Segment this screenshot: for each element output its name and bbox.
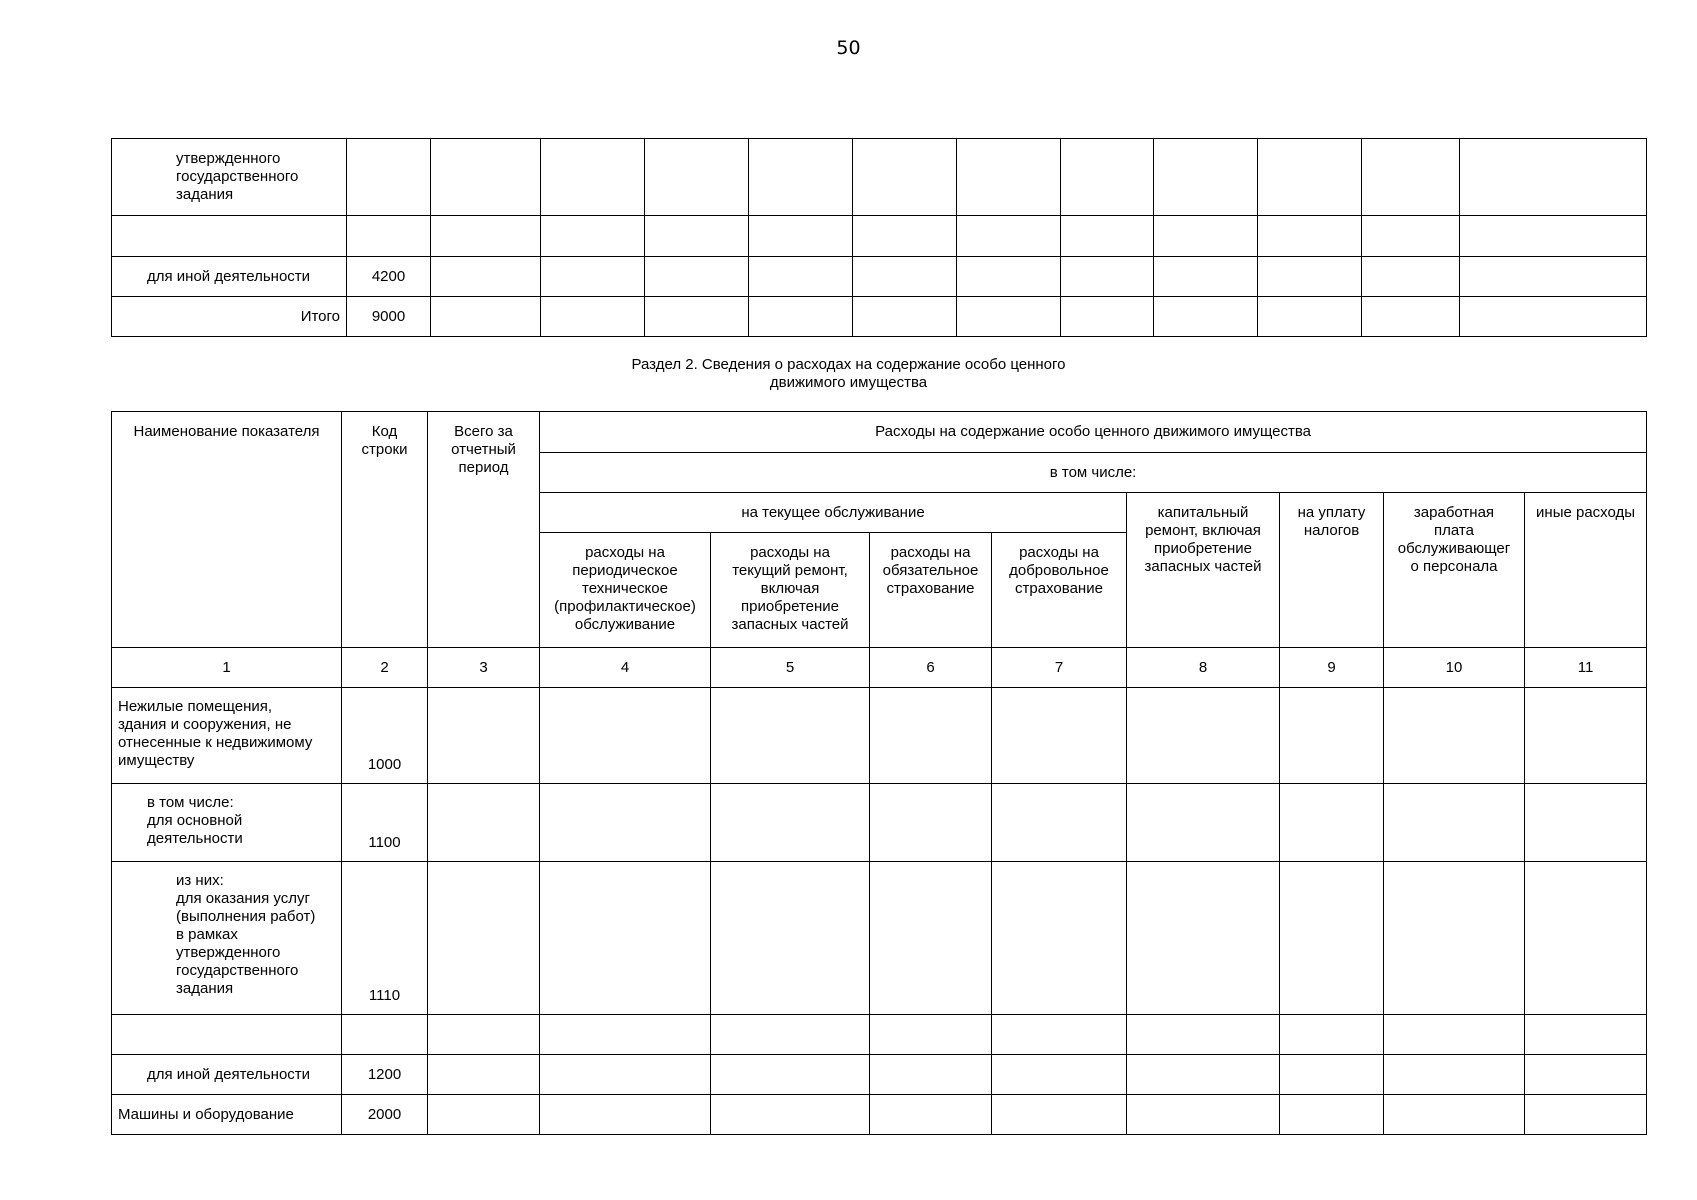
- row-code: [342, 1015, 428, 1055]
- table-row: [112, 862, 1647, 1015]
- column-number: 2: [342, 648, 428, 688]
- row-code: [347, 139, 431, 216]
- table-row: [112, 688, 1647, 784]
- table-cell: [431, 139, 541, 216]
- table-cell: [1127, 1095, 1280, 1135]
- table-cell: [1460, 139, 1647, 216]
- header-name: Наименование показателя: [112, 412, 342, 648]
- table-cell: [957, 297, 1061, 337]
- table-cell: [1280, 688, 1384, 784]
- header-voluntary-insurance: расходы на добровольное страхование: [992, 533, 1127, 648]
- table-cell: [1384, 862, 1525, 1015]
- table-cell: [1154, 139, 1258, 216]
- table-cell: [1460, 257, 1647, 297]
- page-number: 50: [836, 37, 861, 59]
- table-cell: [1280, 1015, 1384, 1055]
- table-cell: [1280, 784, 1384, 862]
- table-cell: [1061, 297, 1154, 337]
- table-cell: [541, 257, 645, 297]
- table-row: [112, 216, 1647, 257]
- row-name: утвержденного государственного задания: [112, 139, 347, 216]
- table-cell: [870, 862, 992, 1015]
- row-code: 1200: [342, 1055, 428, 1095]
- row-name: [112, 216, 347, 257]
- table-cell: [540, 1055, 711, 1095]
- row-code: 9000: [347, 297, 431, 337]
- table-cell: [540, 1095, 711, 1135]
- column-number: 3: [428, 648, 540, 688]
- table-cell: [428, 688, 540, 784]
- table-cell: [711, 688, 870, 784]
- table-cell: [428, 1055, 540, 1095]
- table-cell: [711, 784, 870, 862]
- header-salary: заработная плата обслуживающег о персонала: [1384, 493, 1525, 648]
- table-cell: [749, 139, 853, 216]
- table-cell: [1127, 1015, 1280, 1055]
- table-cell: [1127, 784, 1280, 862]
- table-cell: [1362, 297, 1460, 337]
- table-cell: [711, 1055, 870, 1095]
- table-cell: [1258, 297, 1362, 337]
- table-cell: [645, 139, 749, 216]
- header-group: Расходы на содержание особо ценного движимого имущества: [540, 412, 1647, 453]
- header-taxes: на уплату налогов: [1280, 493, 1384, 648]
- table-row: [112, 1055, 1647, 1095]
- table-cell: [431, 257, 541, 297]
- table-cell: [1384, 1095, 1525, 1135]
- table-cell: [1127, 688, 1280, 784]
- header-total: Всего за отчетный период: [428, 412, 540, 648]
- table-cell: [749, 257, 853, 297]
- row-name: [112, 1015, 342, 1055]
- table-cell: [711, 1095, 870, 1135]
- table-cell: [992, 862, 1127, 1015]
- table-cell: [1362, 139, 1460, 216]
- table-cell: [428, 1095, 540, 1135]
- table-cell: [1460, 297, 1647, 337]
- header-mandatory-insurance: расходы на обязательное страхование: [870, 533, 992, 648]
- row-name: Машины и оборудование: [112, 1095, 342, 1135]
- table-cell: [541, 139, 645, 216]
- table-row: [112, 1095, 1647, 1135]
- row-code: 1000: [342, 688, 428, 784]
- table-cell: [870, 688, 992, 784]
- column-number: 10: [1384, 648, 1525, 688]
- table-cell: [645, 297, 749, 337]
- column-numbers-row: [112, 648, 1647, 688]
- row-code: 4200: [347, 257, 431, 297]
- table-cell: [957, 216, 1061, 257]
- table-cell: [1154, 297, 1258, 337]
- column-number: 7: [992, 648, 1127, 688]
- table-cell: [1127, 862, 1280, 1015]
- table-cell: [1127, 1055, 1280, 1095]
- header-periodic: расходы на периодическое техническое (профилактическое) обслуживание: [540, 533, 711, 648]
- table-cell: [749, 216, 853, 257]
- table-cell: [428, 862, 540, 1015]
- table-cell: [870, 1055, 992, 1095]
- table-row: [112, 297, 1647, 337]
- table-cell: [870, 1095, 992, 1135]
- table-cell: [1384, 1015, 1525, 1055]
- header-code: Код строки: [342, 412, 428, 648]
- header-including: в том числе:: [540, 453, 1647, 493]
- column-number: 1: [112, 648, 342, 688]
- table-cell: [540, 784, 711, 862]
- table-cell: [853, 257, 957, 297]
- table-row: [112, 784, 1647, 862]
- table-cell: [1460, 216, 1647, 257]
- table-cell: [431, 297, 541, 337]
- table-cell: [540, 862, 711, 1015]
- table-cell: [645, 257, 749, 297]
- expenses-table: [111, 411, 1647, 1135]
- table-cell: [1258, 257, 1362, 297]
- column-number: 9: [1280, 648, 1384, 688]
- table-cell: [1061, 257, 1154, 297]
- table-cell: [1362, 216, 1460, 257]
- column-number: 6: [870, 648, 992, 688]
- table-cell: [1525, 688, 1647, 784]
- table-row: [112, 1015, 1647, 1055]
- table-cell: [1280, 862, 1384, 1015]
- table-cell: [957, 139, 1061, 216]
- table-cell: [1525, 1095, 1647, 1135]
- table-cell: [541, 216, 645, 257]
- table-cell: [1525, 1015, 1647, 1055]
- row-name: для иной деятельности: [112, 1055, 342, 1095]
- table-cell: [1061, 216, 1154, 257]
- table-row: [112, 257, 1647, 297]
- table-cell: [749, 297, 853, 337]
- header-repair: расходы на текущий ремонт, включая приобретение запасных частей: [711, 533, 870, 648]
- header-capital: капитальный ремонт, включая приобретение запасных частей: [1127, 493, 1280, 648]
- table-cell: [541, 297, 645, 337]
- row-code: 1110: [342, 862, 428, 1015]
- table-cell: [992, 1055, 1127, 1095]
- table-cell: [957, 257, 1061, 297]
- table-cell: [1280, 1055, 1384, 1095]
- table-cell: [428, 1015, 540, 1055]
- table-cell: [1154, 216, 1258, 257]
- section-title: Раздел 2. Сведения о расходах на содержание особо ценного движимого имущества: [631, 356, 1066, 391]
- table-cell: [1525, 862, 1647, 1015]
- table-cell: [1154, 257, 1258, 297]
- header-row: [112, 412, 1647, 453]
- table-cell: [853, 216, 957, 257]
- column-number: 11: [1525, 648, 1647, 688]
- table-cell: [870, 784, 992, 862]
- column-number: 5: [711, 648, 870, 688]
- row-name: из них: для оказания услуг (выполнения работ) в рамках утвержденного государственного задания: [112, 862, 342, 1015]
- table-cell: [1525, 784, 1647, 862]
- table-cell: [645, 216, 749, 257]
- table-row: [112, 139, 1647, 216]
- row-code: 1100: [342, 784, 428, 862]
- table-cell: [431, 216, 541, 257]
- column-number: 8: [1127, 648, 1280, 688]
- table-cell: [711, 862, 870, 1015]
- table-cell: [853, 297, 957, 337]
- table-cell: [1280, 1095, 1384, 1135]
- table-cell: [1384, 1055, 1525, 1095]
- header-current: на текущее обслуживание: [540, 493, 1127, 533]
- table-cell: [540, 688, 711, 784]
- column-number: 4: [540, 648, 711, 688]
- table-cell: [1362, 257, 1460, 297]
- row-name: Нежилые помещения, здания и сооружения, не отнесенные к недвижимому имуществу: [112, 688, 342, 784]
- table-cell: [1061, 139, 1154, 216]
- table-cell: [992, 784, 1127, 862]
- row-name: в том числе: для основной деятельности: [112, 784, 342, 862]
- table-cell: [1384, 784, 1525, 862]
- row-code: 2000: [342, 1095, 428, 1135]
- table-cell: [1258, 139, 1362, 216]
- header-other: иные расходы: [1525, 493, 1647, 648]
- table-cell: [853, 139, 957, 216]
- table-cell: [1525, 1055, 1647, 1095]
- table-cell: [1258, 216, 1362, 257]
- table-cell: [540, 1015, 711, 1055]
- continuation-table: [111, 138, 1647, 337]
- row-code: [347, 216, 431, 257]
- row-name: Итого: [112, 297, 347, 337]
- table-cell: [992, 1095, 1127, 1135]
- table-cell: [870, 1015, 992, 1055]
- row-name: для иной деятельности: [112, 257, 347, 297]
- table-cell: [992, 1015, 1127, 1055]
- table-cell: [428, 784, 540, 862]
- table-cell: [711, 1015, 870, 1055]
- table-cell: [1384, 688, 1525, 784]
- table-cell: [992, 688, 1127, 784]
